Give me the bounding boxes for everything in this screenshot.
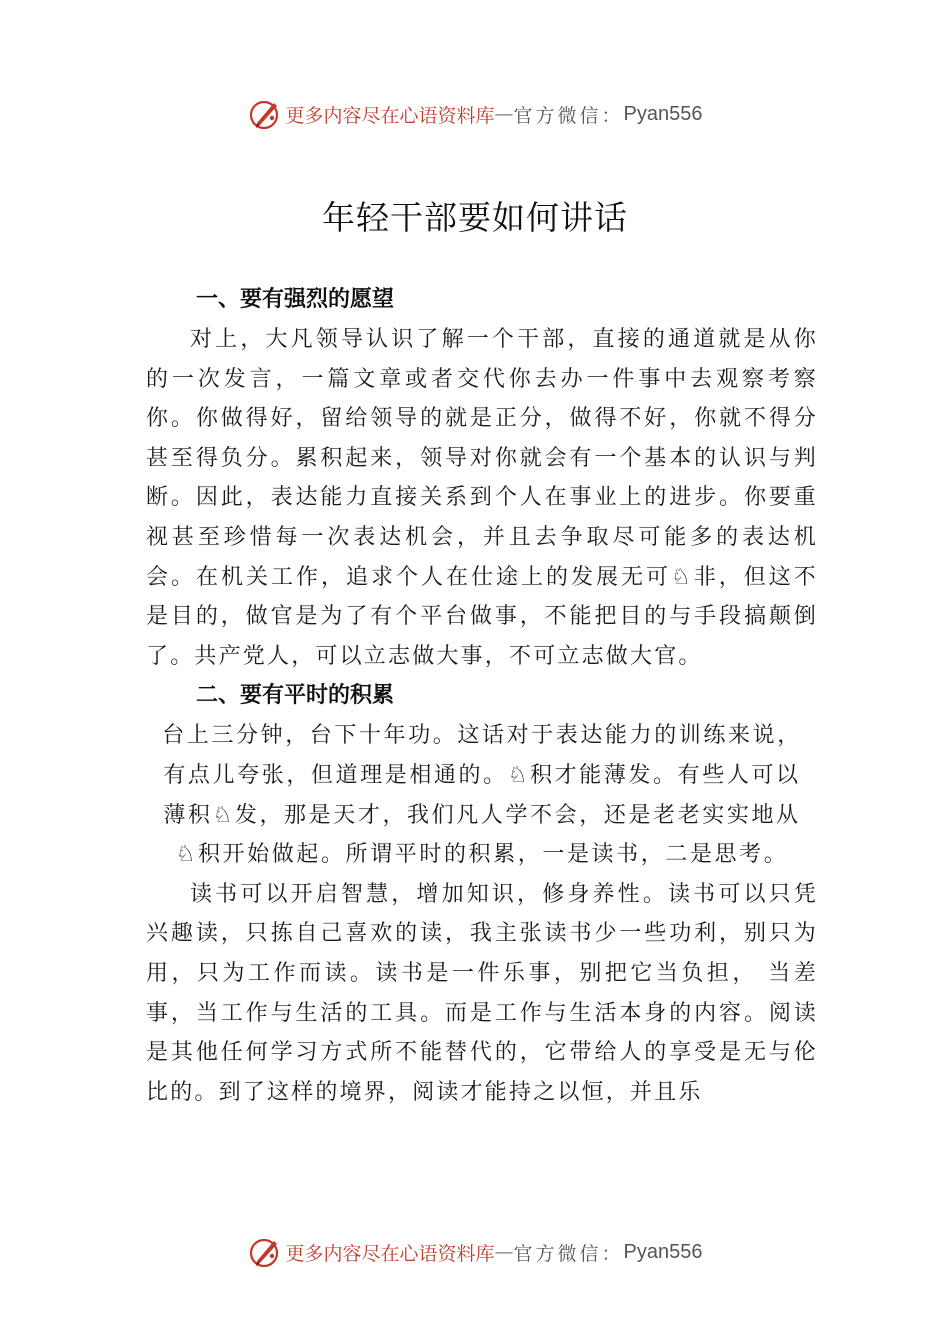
- quill-pen-logo-icon: [248, 1235, 282, 1269]
- banner-wechat-label: 官方微信：: [513, 1242, 624, 1265]
- banner-wechat-label: 官方微信：: [513, 104, 624, 127]
- document-title: 年轻干部要如何讲话: [322, 198, 628, 237]
- section1-paragraph: 对上，大凡领导认识了解一个干部，直接的通道就是从你的一次发言，一篇文章或者交代你去办一件事中去观察考察你。你做得好，留给领导的就是正分，做得不好，你就不得分甚至得负分。累积起来，领导对你就会有一个基本的认识与判断。因此，表达能力直接关系到个人在事业上的进步。你要重视甚至珍惜每一次表达机会，并且去争取尽可能多的表达机会。在机关工作，追求个人在仕途上的发展无可♘非，但这不是目的，做官是为了有个平台做事，不能把目的与手段搞颠倒了。共产党人，可以立志做大事，不可立志做大官。: [146, 327, 818, 669]
- banner-brand-text: 更多内容尽在心语资料库: [285, 104, 495, 127]
- section2-paragraph-2: 读书可以开启智慧，增加知识，修身养性。读书可以只凭兴趣读，只拣自己喜欢的读，我主张读书少一些功利，别只为用，只为工作而读。读书是一件乐事，别把它当负担， 当差事，当工作与生活的工具。而是工作与生活本身的内容。阅读是其他任何学习方式所不能替代的，它带给人的享受是无与伦比的。到了这样的境界，阅读才能持之以恒，并且乐: [146, 881, 818, 1105]
- banner-separator: —: [494, 1241, 514, 1263]
- banner-wechat-id: Pyan556: [623, 102, 703, 125]
- banner-brand-text: 更多内容尽在心语资料库: [285, 1242, 495, 1265]
- banner-separator: —: [494, 103, 514, 125]
- section-heading-2: 二、要有平时的积累: [196, 683, 395, 709]
- quill-pen-logo-icon: [248, 97, 282, 131]
- section-heading-1: 一、要有强烈的愿望: [196, 287, 395, 312]
- header-banner: [0, 94, 950, 134]
- footer-banner: [0, 1232, 950, 1272]
- section2-paragraph-1: 台上三分钟，台下十年功。这话对于表达能力的训练来说，有点儿夸张，但道理是相通的。♘积才能薄发。有些人可以薄积♘发，那是天才，我们凡人学不会，还是老老实实地从♘积开始做起。所谓平时的积累，一是读书，二是思考。: [162, 723, 802, 868]
- banner-wechat-id: Pyan556: [623, 1240, 703, 1263]
- document-body: [146, 280, 818, 1112]
